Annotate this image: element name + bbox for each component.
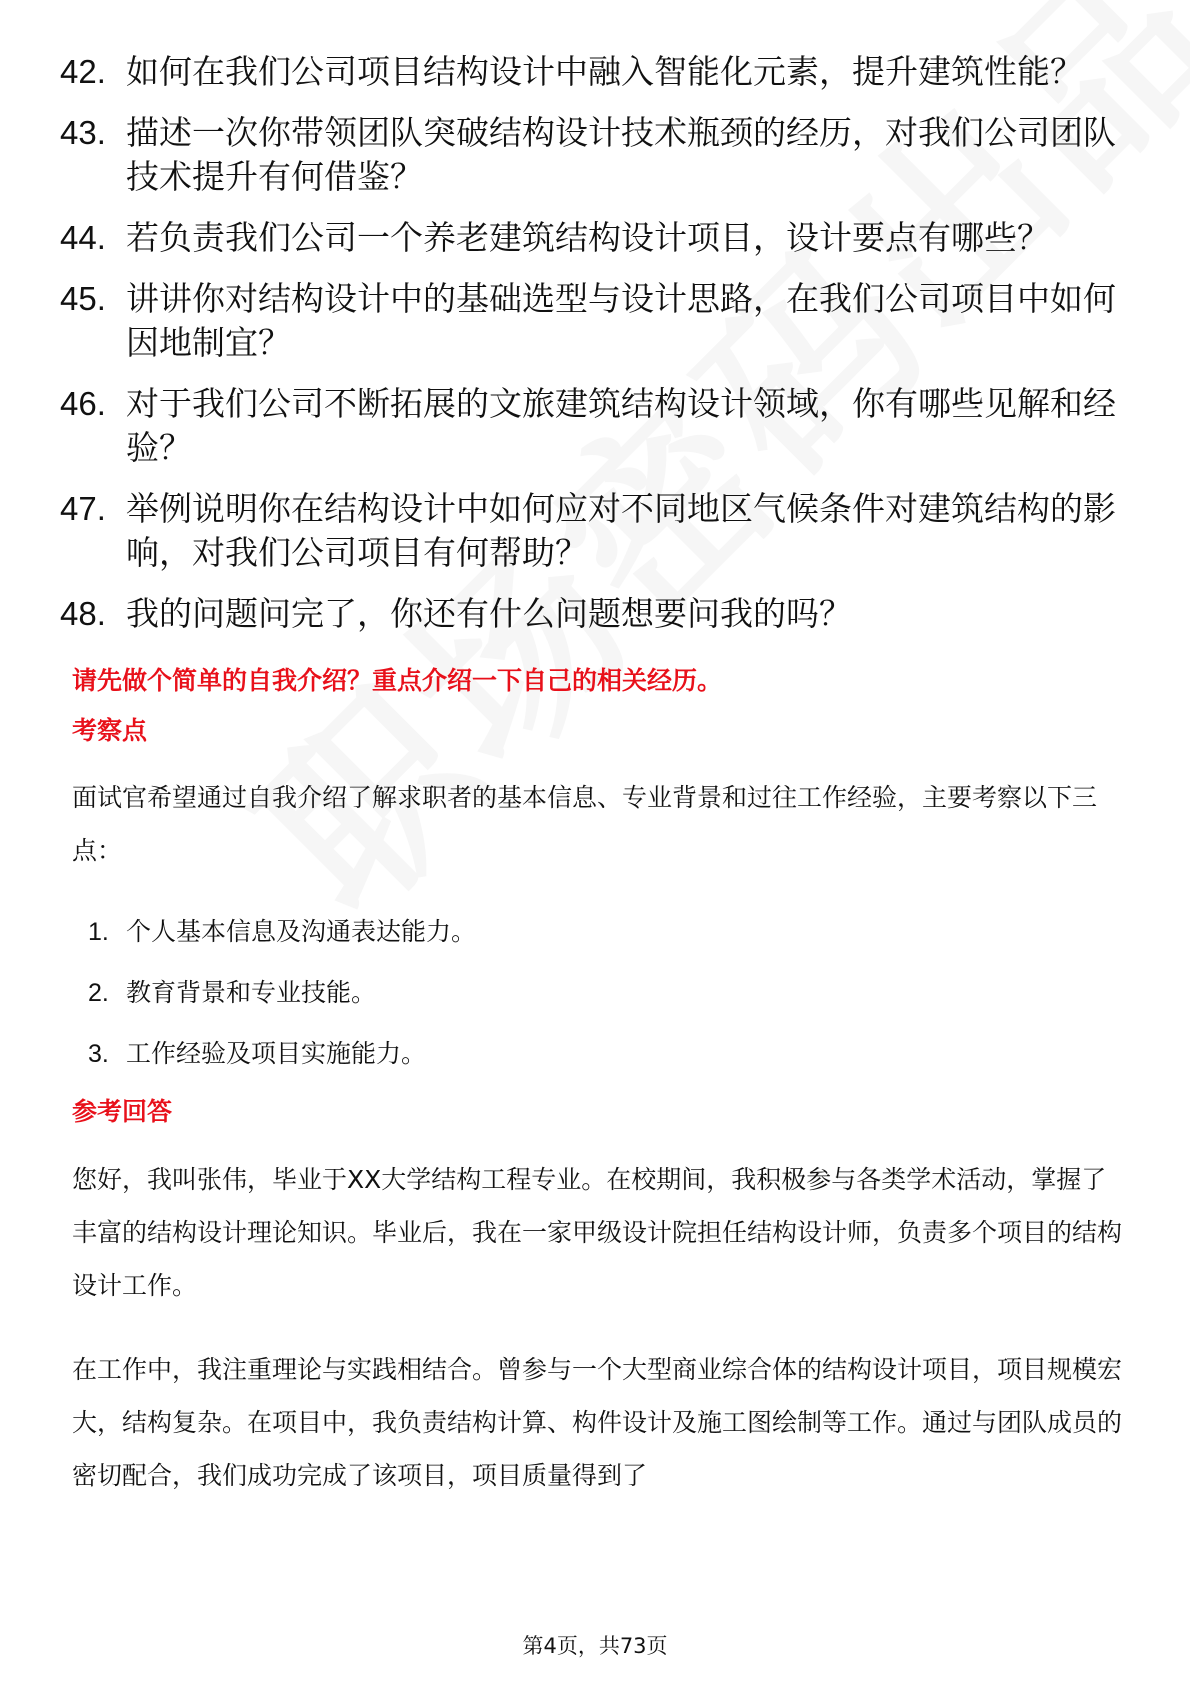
question-text: 如何在我们公司项目结构设计中融入智能化元素，提升建筑性能？ [126, 52, 1083, 91]
interview-question-title: 请先做个简单的自我介绍？重点介绍一下自己的相关经历。 [72, 666, 723, 695]
list-item [60, 382, 1120, 470]
question-text: 我的问题问完了，你还有什么问题想要问我的吗？ [126, 594, 852, 633]
question-text: 描述一次你带领团队突破结构设计技术瓶颈的经历，对我们公司团队技术提升有何借鉴？ [126, 113, 1116, 196]
list-item [60, 487, 1120, 575]
question-number: 48. [60, 595, 106, 632]
question-text: 举例说明你在结构设计中如何应对不同地区气候条件对建筑结构的影响，对我们公司项目有何帮助？ [126, 489, 1116, 572]
list-number: 1. [88, 918, 109, 946]
list-text: 工作经验及项目实施能力。 [126, 1039, 427, 1068]
focus-heading: 考察点 [72, 716, 148, 745]
focus-intro: 面试官希望通过自我介绍了解求职者的基本信息、专业背景和过往工作经验，主要考察以下三点： [72, 783, 1098, 865]
question-number: 45. [60, 280, 106, 317]
question-number: 43. [60, 114, 106, 151]
list-item [60, 50, 1120, 94]
list-number: 3. [88, 1040, 109, 1068]
list-item [88, 976, 1088, 1010]
list-item [60, 277, 1120, 365]
list-item [60, 592, 1120, 636]
page-footer: 第4页，共73页 [522, 1634, 668, 1658]
question-number: 47. [60, 490, 106, 527]
question-number: 42. [60, 53, 106, 90]
question-number: 46. [60, 385, 106, 422]
question-list [60, 50, 1120, 653]
focus-points-list [88, 915, 1088, 1098]
question-number: 44. [60, 219, 106, 256]
list-item [88, 915, 1088, 949]
list-number: 2. [88, 979, 109, 1007]
question-text: 讲讲你对结构设计中的基础选型与设计思路，在我们公司项目中如何因地制宜？ [126, 279, 1116, 362]
answer-paragraph-2: 在工作中，我注重理论与实践相结合。曾参与一个大型商业综合体的结构设计项目，项目规模宏大，结构复杂。在项目中，我负责结构计算、构件设计及施工图绘制等工作。通过与团队成员的密切配合，我们成功完成了该项目，项目质量得到了 [72, 1355, 1123, 1490]
answer-paragraph-1: 您好，我叫张伟，毕业于XX大学结构工程专业。在校期间，我积极参与各类学术活动，掌握了丰富的结构设计理论知识。毕业后，我在一家甲级设计院担任结构设计师，负责多个项目的结构设计工作。 [72, 1165, 1123, 1300]
question-text: 对于我们公司不断拓展的文旅建筑结构设计领域，你有哪些见解和经验？ [126, 384, 1116, 467]
list-item [88, 1037, 1088, 1071]
list-text: 个人基本信息及沟通表达能力。 [126, 917, 477, 946]
question-text: 若负责我们公司一个养老建筑结构设计项目，设计要点有哪些？ [126, 218, 1050, 257]
list-item [60, 111, 1120, 199]
answer-heading: 参考回答 [72, 1097, 173, 1126]
list-text: 教育背景和专业技能。 [126, 978, 377, 1007]
list-item [60, 216, 1120, 260]
